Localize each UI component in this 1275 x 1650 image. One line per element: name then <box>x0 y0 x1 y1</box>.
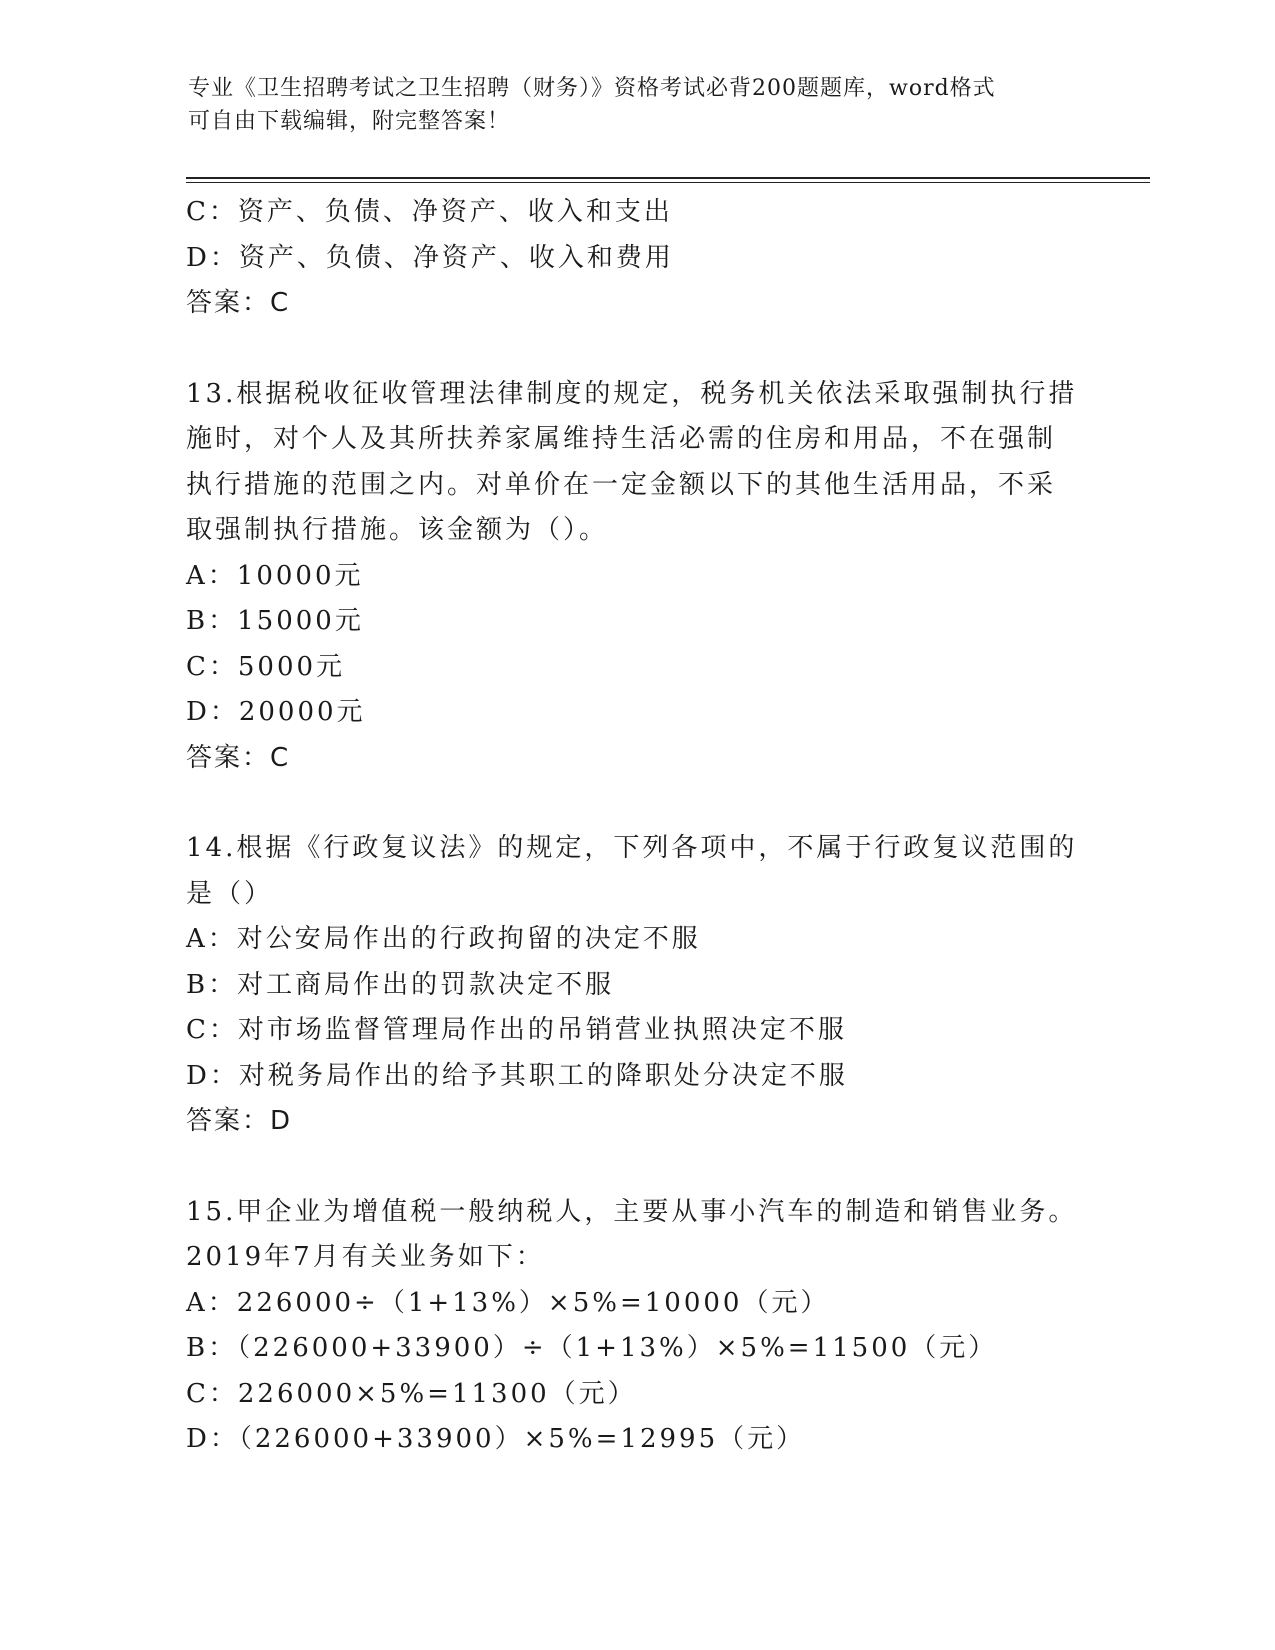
option-d: D：20000元 <box>186 697 366 727</box>
option-c: C：对市场监督管理局作出的吊销营业执照决定不服 <box>186 1015 847 1045</box>
option-a: A：10000元 <box>186 560 364 591</box>
spacer <box>186 781 1086 826</box>
option-d: D：资产、负债、净资产、收入和费用 <box>186 242 674 273</box>
question-12-tail <box>186 190 1086 327</box>
question-15 <box>186 1190 1086 1463</box>
option-b: B：对工商局作出的罚款决定不服 <box>186 969 615 1000</box>
question-stem-line: 取强制执行措施。该金额为（）。 <box>186 515 609 545</box>
header-line-1: 专业《卫生招聘考试之卫生招聘（财务）》资格考试必背200题题库，word格式 <box>188 76 996 101</box>
option-c: C：资产、负债、净资产、收入和支出 <box>186 197 673 227</box>
answer: 答案：C <box>186 288 291 318</box>
option-d: D：对税务局作出的给予其职工的降职处分决定不服 <box>186 1060 848 1091</box>
option-a: A：226000÷（1+13%）×5%=10000（元） <box>186 1287 830 1318</box>
option-a: A：对公安局作出的行政拘留的决定不服 <box>186 924 701 954</box>
question-stem-line: 执行措施的范围之内。对单价在一定金额以下的其他生活用品，不采 <box>186 469 1057 500</box>
option-c: C：226000×5%=11300（元） <box>186 1378 637 1409</box>
question-stem-line: 2019年7月有关业务如下： <box>186 1242 545 1272</box>
answer: 答案：C <box>186 742 291 773</box>
question-stem-line: 是（） <box>186 878 274 909</box>
question-list <box>186 190 1086 1463</box>
question-13 <box>186 372 1086 782</box>
answer: 答案：D <box>186 1106 293 1136</box>
question-stem-line: 13.根据税收征收管理法律制度的规定，税务机关依法采取强制执行措 <box>186 378 1078 409</box>
option-c: C：5000元 <box>186 651 346 682</box>
option-b: B：15000元 <box>186 606 364 636</box>
spacer <box>186 1145 1086 1190</box>
question-stem-line: 14.根据《行政复议法》的规定，下列各项中，不属于行政复议范围的 <box>186 833 1078 863</box>
document-header <box>188 72 1068 138</box>
option-b: B：（226000+33900）÷（1+13%）×5%=11500（元） <box>186 1333 998 1363</box>
question-stem-line: 15.甲企业为增值税一般纳税人，主要从事小汽车的制造和销售业务。 <box>186 1196 1078 1227</box>
question-stem-line: 施时，对个人及其所扶养家属维持生活必需的住房和用品，不在强制 <box>186 424 1057 454</box>
header-divider-thin <box>186 182 1150 183</box>
option-d: D：（226000+33900）×5%=12995（元） <box>186 1424 806 1454</box>
header-divider-thick <box>186 177 1150 179</box>
header-line-2: 可自由下载编辑，附完整答案！ <box>188 109 511 134</box>
question-14 <box>186 826 1086 1145</box>
spacer <box>186 327 1086 372</box>
